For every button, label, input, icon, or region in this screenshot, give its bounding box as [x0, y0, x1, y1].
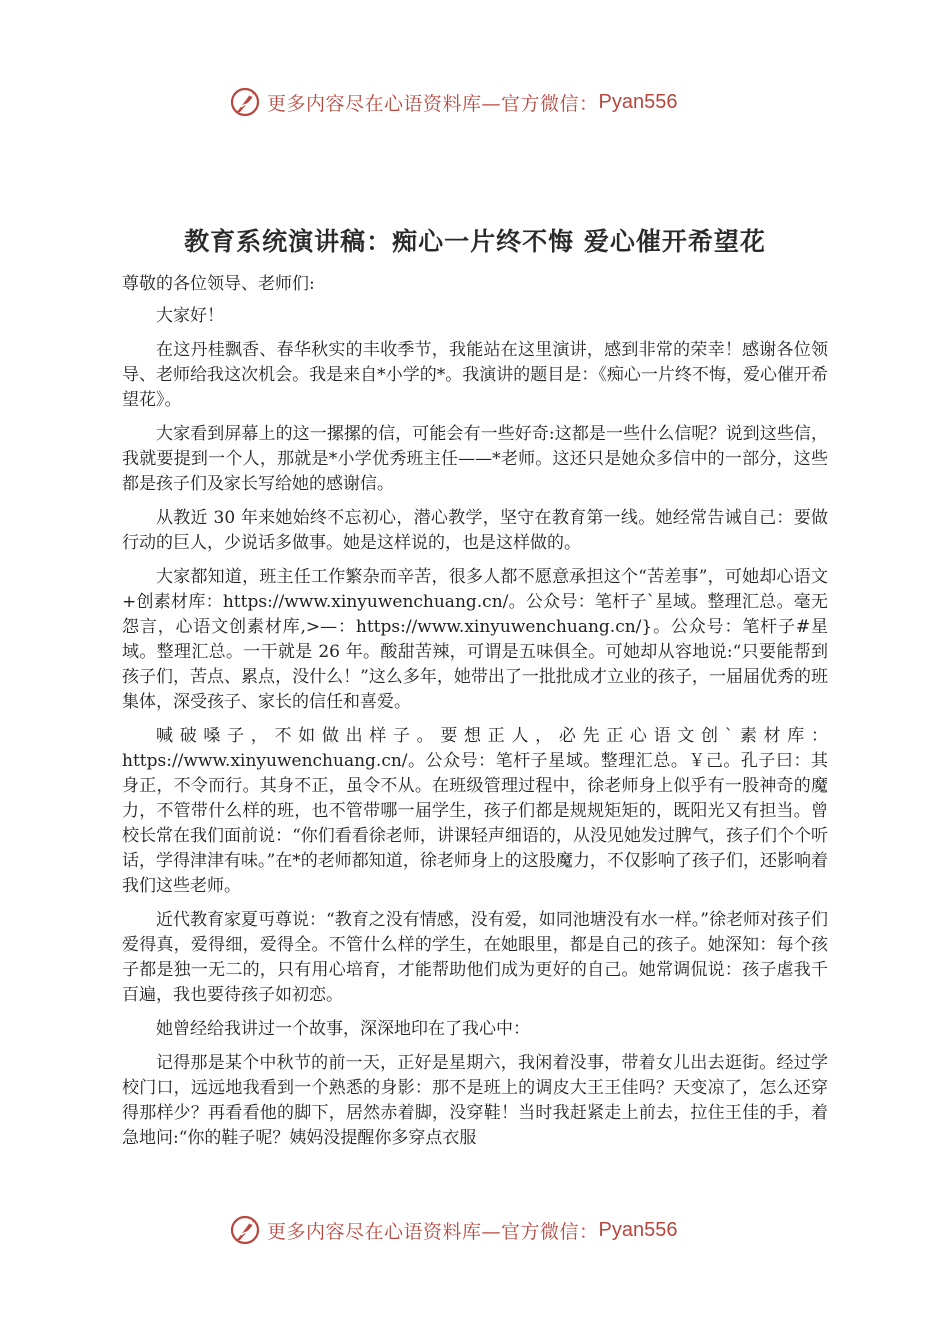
pen-nib-logo-icon [229, 1213, 263, 1247]
salutation: 尊敬的各位领导、老师们: [122, 274, 315, 294]
paragraph: 大家都知道，班主任工作繁杂而辛苦，很多人都不愿意承担这个“苦差事”，可她却心语文+创素材库：https://www.xinyuwenchuang.cn/。公众号：笔杆子`星域。整理汇总。毫无怨言，心语文创素材库,>—：https://www.xinyuwenchuang.cn/}。公众号：笔杆子#星域。整理汇总。一干就是 26 年。酸甜苦辣，可谓是五味俱全。可她却从容地说:“只要能帮到孩子们，苦点、累点，没什么！”这么多年，她带出了一批批成才立业的孩子，一届届优秀的班集体，深受孩子、家长的信任和喜爱。 [122, 567, 828, 712]
document-body [122, 272, 828, 1151]
banner-text: 更多内容尽在心语资料库—官方微信： [267, 1220, 599, 1243]
banner-wechat-id: Pyan556 [598, 1218, 678, 1241]
header-watermark-banner [0, 82, 950, 122]
footer-watermark-banner [0, 1210, 950, 1250]
paragraph: 近代教育家夏丏尊说：“教育之没有情感，没有爱，如同池塘没有水一样。”徐老师对孩子们爱得真，爱得细，爱得全。不管什么样的学生，在她眼里，都是自己的孩子。她深知：每个孩子都是独一无二的，只有用心培育，才能帮助他们成为更好的自己。她常调侃说：孩子虐我千百遍，我也要待孩子如初恋。 [122, 910, 828, 1005]
paragraph: 喊破嗓子，不如做出样子。要想正人，必先正心语文创`素材库：https://www.xinyuwenchuang.cn/。公众号：笔杆子星域。整理汇总。￥己。孔子曰：其身正，不令而行。其身不正，虽令不从。在班级管理过程中，徐老师身上似乎有一股神奇的魔力，不管带什么样的班，也不管带哪一届学生，孩子们都是规规矩矩的，既阳光又有担当。曾校长常在我们面前说：“你们看看徐老师，讲课轻声细语的，从没见她发过脾气，孩子们个个听话，学得津津有味。”在*的老师都知道，徐老师身上的这股魔力，不仅影响了孩子们，还影响着我们这些老师。 [122, 726, 828, 896]
paragraph: 从教近 30 年来她始终不忘初心，潜心教学，坚守在教育第一线。她经常告诫自己：要做行动的巨人，少说话多做事。她是这样说的，也是这样做的。 [122, 508, 828, 553]
pen-nib-logo-icon [229, 85, 263, 119]
paragraph: 记得那是某个中秋节的前一天，正好是星期六，我闲着没事，带着女儿出去逛街。经过学校门口，远远地我看到一个熟悉的身影：那不是班上的调皮大王王佳吗？天变凉了，怎么还穿得那样少？再看看他的脚下，居然赤着脚，没穿鞋！当时我赶紧走上前去，拉住王佳的手，着急地问:“你的鞋子呢？姨妈没提醒你多穿点衣服 [122, 1053, 828, 1148]
banner-wechat-id: Pyan556 [598, 90, 678, 113]
banner-text: 更多内容尽在心语资料库—官方微信： [267, 92, 599, 115]
paragraph: 大家好！ [156, 306, 224, 326]
paragraph: 大家看到屏幕上的这一摞摞的信，可能会有一些好奇:这都是一些什么信呢？说到这些信，我就要提到一个人，那就是*小学优秀班主任——*老师。这还只是她众多信中的一部分，这些都是孩子们及家长写给她的感谢信。 [122, 424, 828, 494]
paragraph: 她曾经给我讲过一个故事，深深地印在了我心中： [156, 1019, 530, 1039]
paragraph: 在这丹桂飘香、春华秋实的丰收季节，我能站在这里演讲，感到非常的荣幸！感谢各位领导、老师给我这次机会。我是来自*小学的*。我演讲的题目是：《痴心一片终不悔，爱心催开希望花》。 [122, 340, 828, 410]
document-title: 教育系统演讲稿：痴心一片终不悔 爱心催开希望花 [184, 227, 766, 256]
